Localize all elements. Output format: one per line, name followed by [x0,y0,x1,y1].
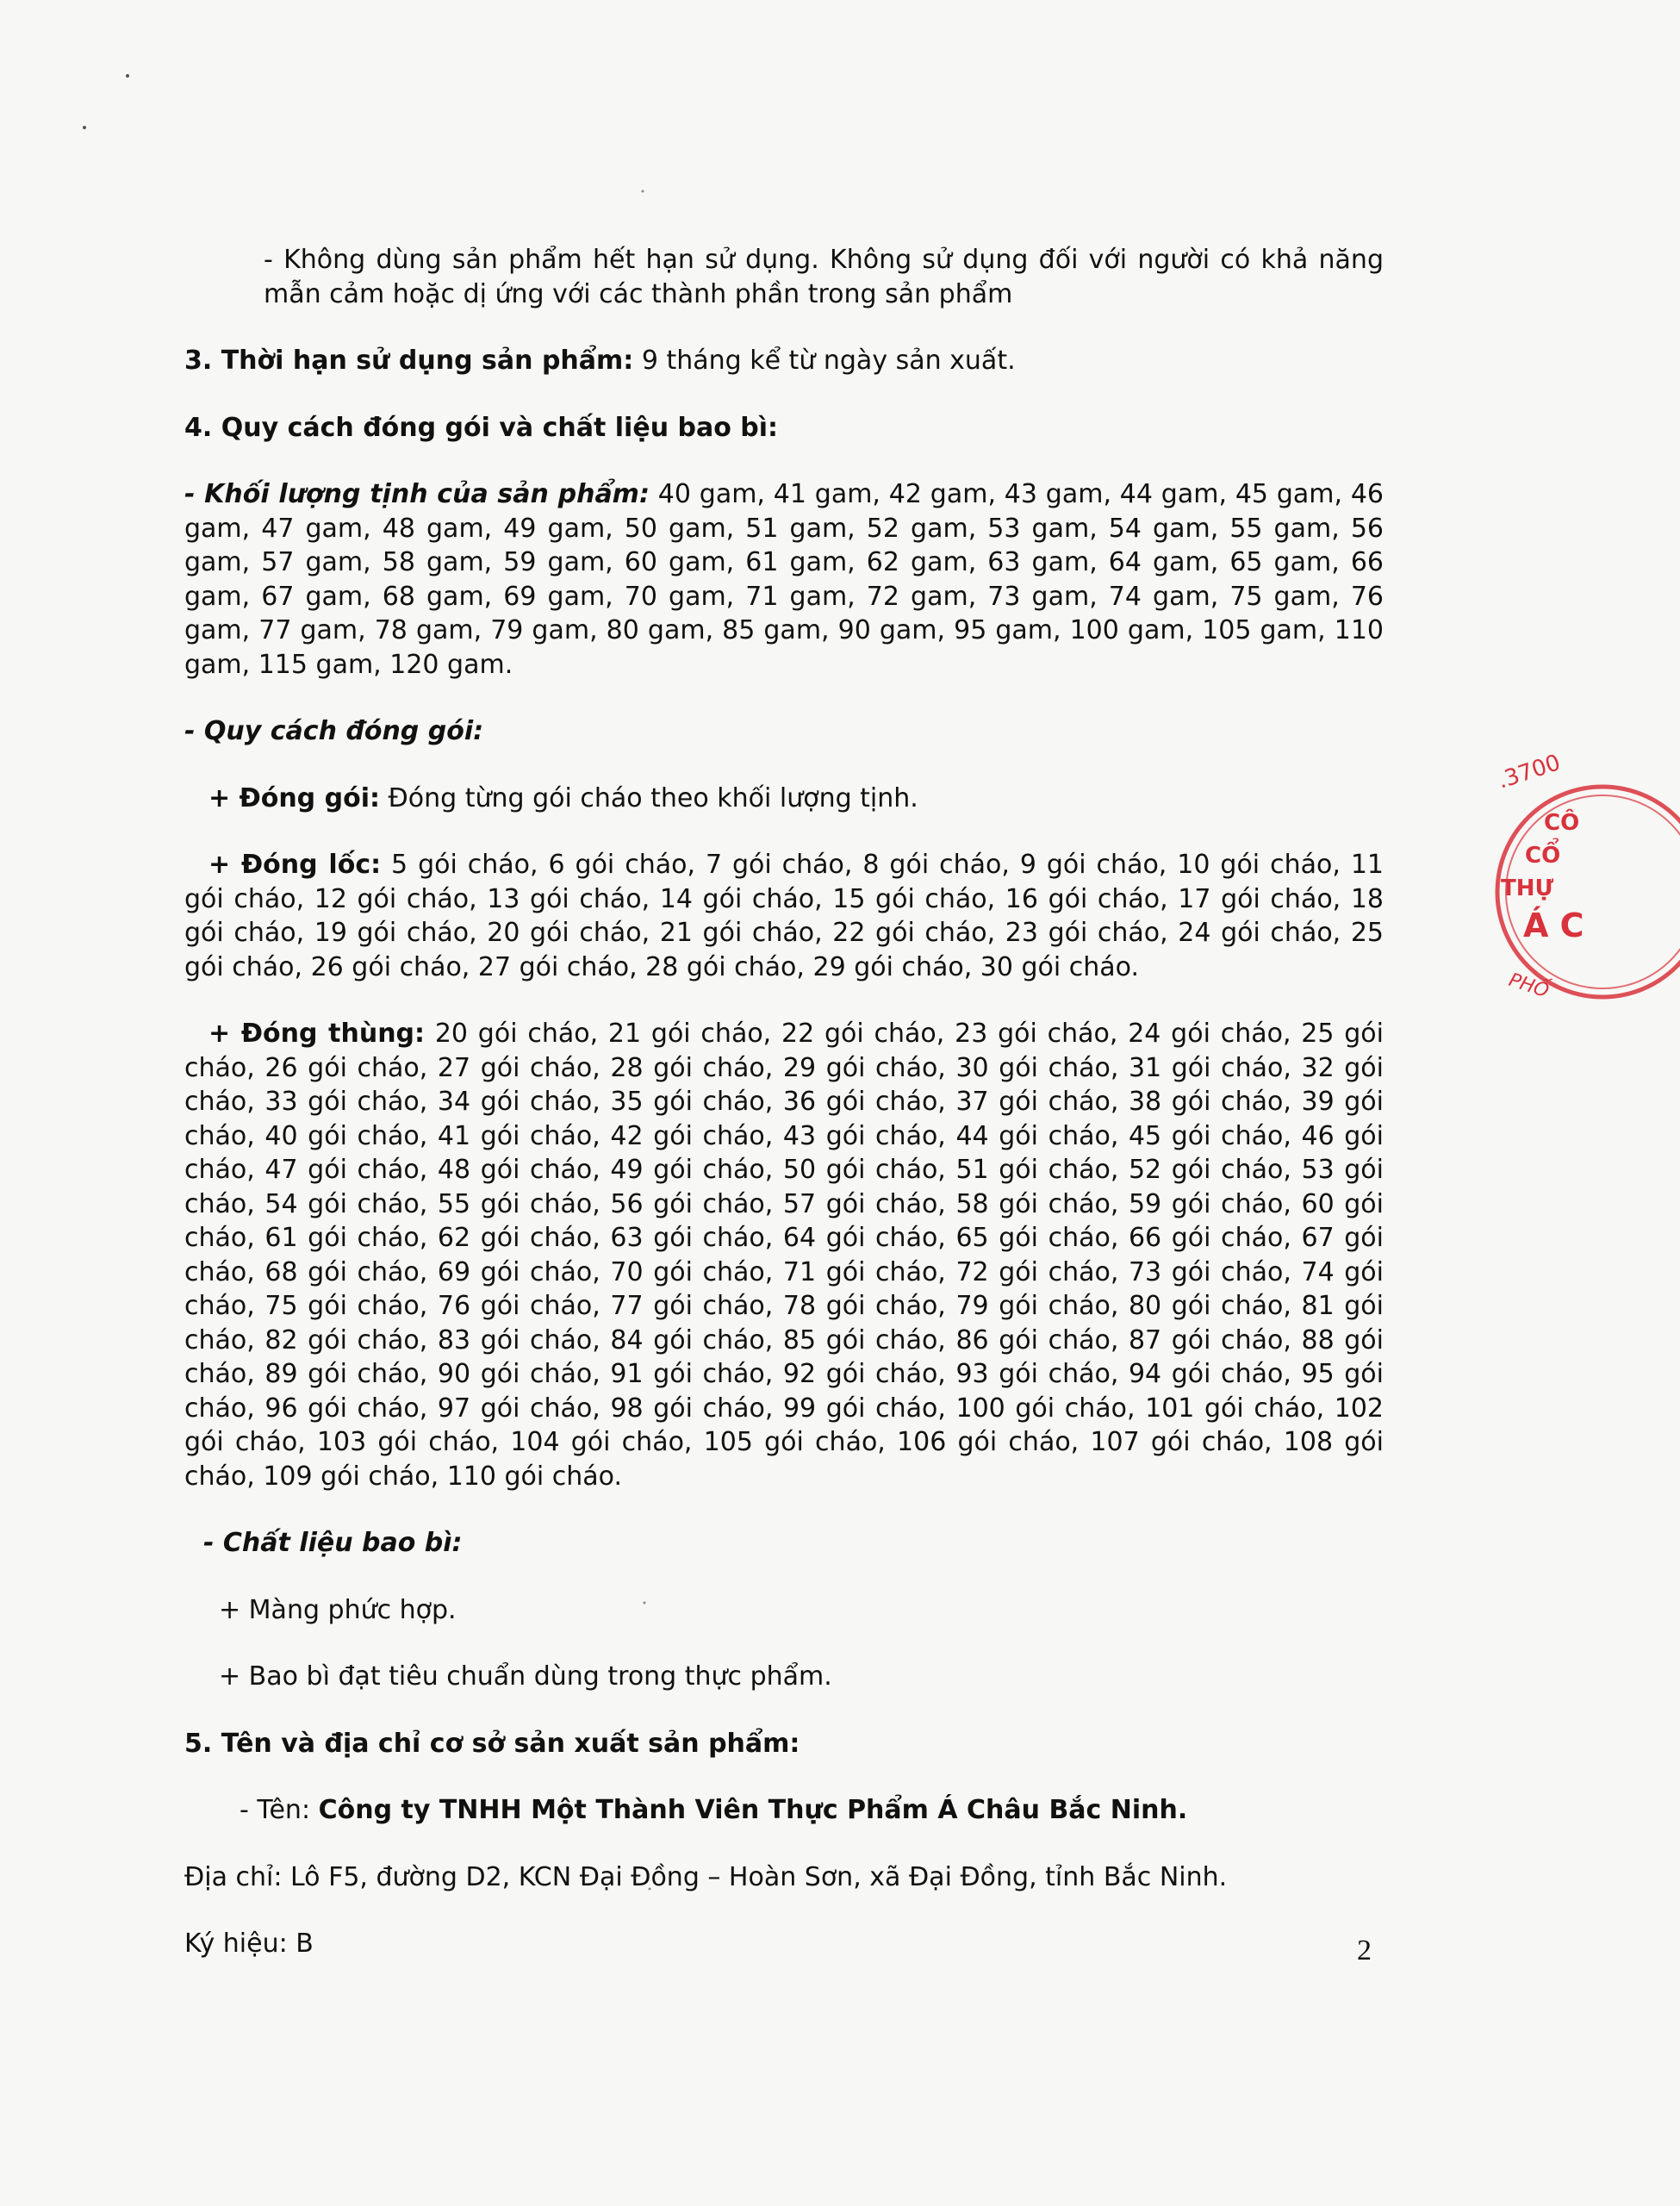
packing-item-label: + Đóng thùng: [208,1019,426,1049]
packing-item [184,782,1384,816]
stamp-text: CỔ [1525,843,1561,869]
packing-item-text: 5 gói cháo, 6 gói cháo, 7 gói cháo, 8 gói cháo, 9 gói cháo, 10 gói cháo, 11 gói cháo, 12 gói cháo, 13 gói cháo, 14 gói cháo, 15 gói cháo, 16 gói cháo, 17 gói cháo, 18 gói cháo, 19 gói cháo, 20 gói cháo, 21 gói cháo, 22 gói cháo, 23 gói cháo, 24 gói cháo, 25 gói cháo, 26 gói cháo, 27 gói cháo, 28 gói cháo, 29 gói cháo, 30 gói cháo. [184,850,1384,982]
company-name-line [184,1793,1384,1828]
scan-speck [83,126,86,129]
document-body [184,243,1384,1961]
stamp-text: Á C [1523,907,1584,944]
packing-item [184,848,1384,984]
packing-item-text: Đóng từng gói cháo theo khối lượng tịnh. [379,782,918,813]
section3-heading: 3. Thời hạn sử dụng sản phẩm: [184,346,634,376]
packing-item-label: + Đóng gói: [208,782,380,813]
section3-line [184,344,1384,378]
section5-heading: 5. Tên và địa chỉ cơ sở sản xuất sản phẩm: [184,1728,800,1759]
symbol-line: Ký hiệu: B [184,1929,314,1959]
material-label: - Chất liệu bao bì: [203,1528,463,1558]
stamp-text: THỰ [1501,876,1554,901]
warning-paragraph [184,243,1384,311]
company-name-value: Công ty TNHH Một Thành Viên Thực Phẩm Á Châu Bắc Ninh. [318,1795,1188,1825]
stamp-text: CÔ [1544,810,1580,836]
red-seal-stamp [1490,745,1680,1030]
net-weight-label: - Khối lượng tịnh của sản phẩm: [184,479,650,509]
company-address: Địa chỉ: Lô F5, đường D2, KCN Đại Đồng – Hoàn Sơn, xã Đại Đồng, tỉnh Bắc Ninh. [184,1861,1228,1892]
warning-text: - Không dùng sản phẩm hết hạn sử dụng. Không sử dụng đối với người có khả năng mẫn cảm hoặc dị ứng với các thành phần trong sản phẩm [264,245,1384,309]
material-item: + Bao bì đạt tiêu chuẩn dùng trong thực phẩm. [219,1661,832,1692]
stamp-text: .3700 [1494,750,1564,795]
scan-speck [642,190,644,193]
packing-item-label: + Đóng lốc: [208,850,382,880]
net-weight-paragraph [184,477,1384,682]
section4-heading: 4. Quy cách đóng gói và chất liệu bao bì: [184,412,779,443]
page-number: 2 [1357,1935,1372,1966]
scan-speck [126,74,129,78]
packing-item [184,1017,1384,1493]
packing-label: - Quy cách đóng gói: [184,716,484,746]
stamp-text: PHỐ [1506,969,1552,1003]
net-weight-text: 40 gam, 41 gam, 42 gam, 43 gam, 44 gam, 45 gam, 46 gam, 47 gam, 48 gam, 49 gam, 50 gam, 51 gam, 52 gam, 53 gam, 54 gam, 55 gam, 56 gam, 57 gam, 58 gam, 59 gam, 60 gam, 61 gam, 62 gam, 63 gam, 64 gam, 65 gam, 66 gam, 67 gam, 68 gam, 69 gam, 70 gam, 71 gam, 72 gam, 73 gam, 74 gam, 75 gam, 76 gam, 77 gam, 78 gam, 79 gam, 80 gam, 85 gam, 90 gam, 95 gam, 100 gam, 105 gam, 110 gam, 115 gam, 120 gam. [184,479,1384,680]
material-item: + Màng phức hợp. [219,1594,457,1625]
packing-item-text: 20 gói cháo, 21 gói cháo, 22 gói cháo, 23 gói cháo, 24 gói cháo, 25 gói cháo, 26 gói cháo, 27 gói cháo, 28 gói cháo, 29 gói cháo, 30 gói cháo, 31 gói cháo, 32 gói cháo, 33 gói cháo, 34 gói cháo, 35 gói cháo, 36 gói cháo, 37 gói cháo, 38 gói cháo, 39 gói cháo, 40 gói cháo, 41 gói cháo, 42 gói cháo, 43 gói cháo, 44 gói cháo, 45 gói cháo, 46 gói cháo, 47 gói cháo, 48 gói cháo, 49 gói cháo, 50 gói cháo, 51 gói cháo, 52 gói cháo, 53 gói cháo, 54 gói cháo, 55 gói cháo, 56 gói cháo, 57 gói cháo, 58 gói cháo, 59 gói cháo, 60 gói cháo, 61 gói cháo, 62 gói cháo, 63 gói cháo, 64 gói cháo, 65 gói cháo, 66 gói cháo, 67 gói cháo, 68 gói cháo, 69 gói cháo, 70 gói cháo, 71 gói cháo, 72 gói cháo, 73 gói cháo, 74 gói cháo, 75 gói cháo, 76 gói cháo, 77 gói cháo, 78 gói cháo, 79 gói cháo, 80 gói cháo, 81 gói cháo, 82 gói cháo, 83 gói cháo, 84 gói cháo, 85 gói cháo, 86 gói cháo, 87 gói cháo, 88 gói cháo, 89 gói cháo, 90 gói cháo, 91 gói cháo, 92 gói cháo, 93 gói cháo, 94 gói cháo, 95 gói cháo, 96 gói cháo, 97 gói cháo, 98 gói cháo, 99 gói cháo, 100 gói cháo, 101 gói cháo, 102 gói cháo, 103 gói cháo, 104 gói cháo, 105 gói cháo, 106 gói cháo, 107 gói cháo, 108 gói cháo, 109 gói cháo, 110 gói cháo. [184,1019,1384,1492]
company-name-label: - Tên: [240,1795,319,1825]
section3-text: 9 tháng kể từ ngày sản xuất. [633,346,1016,376]
